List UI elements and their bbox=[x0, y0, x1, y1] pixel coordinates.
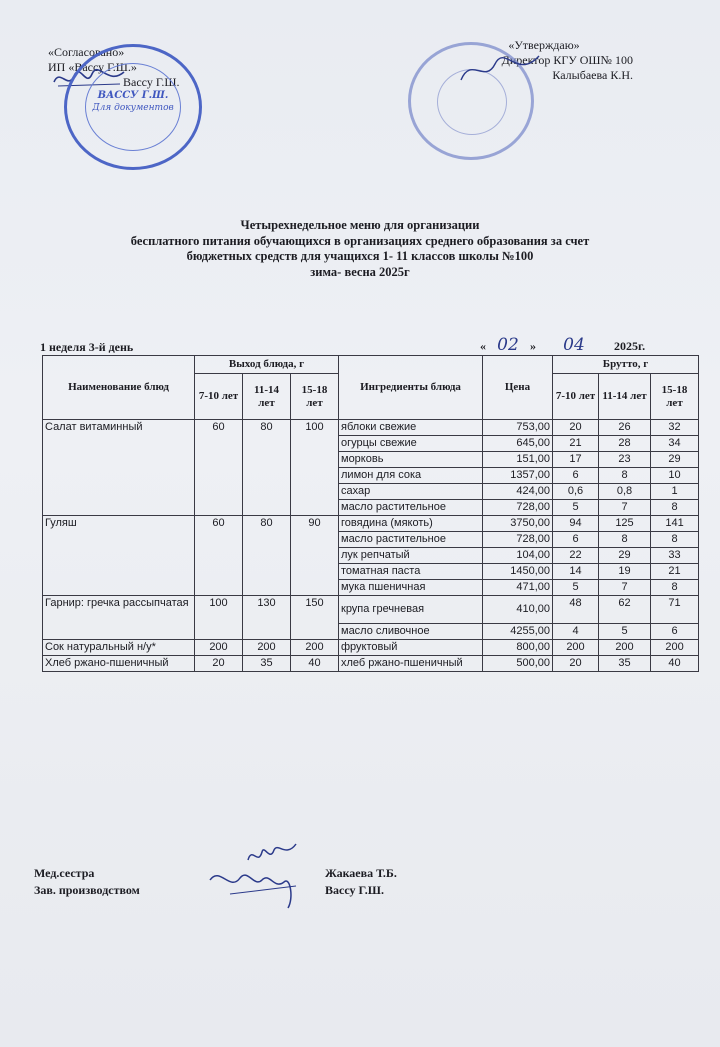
gross-15-18: 10 bbox=[651, 468, 699, 484]
stamp-name: ВАССУ Г.Ш. bbox=[97, 90, 169, 101]
approval-left-org: ИП «Вассу Г.Ш.» bbox=[48, 60, 137, 74]
gross-11-14: 7 bbox=[599, 500, 651, 516]
title-line-2: бесплатного питания обучающихся в организациях среднего образования за счет bbox=[130, 233, 590, 248]
gross-7-10: 4 bbox=[553, 624, 599, 640]
dish-name: Хлеб ржано-пшеничный bbox=[43, 656, 195, 672]
ingredient-price: 500,00 bbox=[483, 656, 553, 672]
ingredient-price: 645,00 bbox=[483, 436, 553, 452]
gross-11-14: 200 bbox=[599, 640, 651, 656]
gross-15-18: 8 bbox=[651, 532, 699, 548]
ingredient-price: 151,00 bbox=[483, 452, 553, 468]
footer-role-production: Зав. производством bbox=[34, 883, 140, 897]
gross-15-18: 40 bbox=[651, 656, 699, 672]
right-signature-icon bbox=[455, 50, 545, 90]
footer-name-nurse: Жакаева Т.Б. bbox=[325, 866, 397, 880]
left-stamp bbox=[64, 44, 202, 170]
ingredient-name: мука пшеничная bbox=[339, 580, 483, 596]
ingredient-name: масло растительное bbox=[339, 532, 483, 548]
gross-7-10: 48 bbox=[553, 596, 599, 624]
yield-11-14: 80 bbox=[243, 516, 291, 596]
date-year: 2025г. bbox=[614, 339, 646, 353]
gross-7-10: 14 bbox=[553, 564, 599, 580]
ingredient-name: говядина (мякоть) bbox=[339, 516, 483, 532]
title-line-4: зима- весна 2025г bbox=[310, 264, 410, 279]
gross-7-10: 20 bbox=[553, 420, 599, 436]
yield-7-10: 60 bbox=[195, 516, 243, 596]
gross-7-10: 22 bbox=[553, 548, 599, 564]
approval-left-title: «Согласовано» bbox=[48, 45, 125, 59]
yield-15-18: 200 bbox=[291, 640, 339, 656]
ingredient-price: 3750,00 bbox=[483, 516, 553, 532]
header-ingredients: Ингредиенты блюда bbox=[339, 356, 483, 420]
gross-11-14: 29 bbox=[599, 548, 651, 564]
ingredient-name: сахар bbox=[339, 484, 483, 500]
gross-11-14: 5 bbox=[599, 624, 651, 640]
yield-7-10: 200 bbox=[195, 640, 243, 656]
gross-7-10: 20 bbox=[553, 656, 599, 672]
ingredient-name: лук репчатый bbox=[339, 548, 483, 564]
approval-right-title: «Утверждаю» bbox=[508, 38, 580, 52]
table-row bbox=[43, 596, 699, 624]
gross-7-10: 94 bbox=[553, 516, 599, 532]
yield-7-10: 100 bbox=[195, 596, 243, 640]
gross-7-10: 5 bbox=[553, 580, 599, 596]
dish-name: Салат витаминный bbox=[43, 420, 195, 516]
header-gross-age-7-10: 7-10 лет bbox=[553, 374, 599, 420]
ingredient-price: 4255,00 bbox=[483, 624, 553, 640]
yield-11-14: 35 bbox=[243, 656, 291, 672]
title-line-3: бюджетных средств для учащихся 1- 11 классов школы №100 bbox=[186, 249, 534, 263]
stamp-sub: Для документов bbox=[92, 103, 174, 113]
gross-7-10: 6 bbox=[553, 532, 599, 548]
ingredient-name: томатная паста bbox=[339, 564, 483, 580]
yield-15-18: 90 bbox=[291, 516, 339, 596]
gross-15-18: 32 bbox=[651, 420, 699, 436]
footer-signatures-icon bbox=[200, 836, 320, 916]
gross-11-14: 62 bbox=[599, 596, 651, 624]
ingredient-price: 1357,00 bbox=[483, 468, 553, 484]
header-dish: Наименование блюд bbox=[43, 356, 195, 420]
gross-7-10: 17 bbox=[553, 452, 599, 468]
gross-15-18: 71 bbox=[651, 596, 699, 624]
gross-11-14: 35 bbox=[599, 656, 651, 672]
yield-15-18: 150 bbox=[291, 596, 339, 640]
ingredient-price: 410,00 bbox=[483, 596, 553, 624]
approval-right-name: Калыбаева К.Н. bbox=[552, 68, 633, 82]
menu-table-body bbox=[43, 420, 699, 672]
dish-name: Гарнир: гречка рассыпчатая bbox=[43, 596, 195, 640]
gross-15-18: 8 bbox=[651, 500, 699, 516]
gross-11-14: 28 bbox=[599, 436, 651, 452]
gross-11-14: 19 bbox=[599, 564, 651, 580]
ingredient-price: 800,00 bbox=[483, 640, 553, 656]
gross-15-18: 21 bbox=[651, 564, 699, 580]
gross-7-10: 5 bbox=[553, 500, 599, 516]
yield-11-14: 200 bbox=[243, 640, 291, 656]
table-row bbox=[43, 656, 699, 672]
footer-name-production: Вассу Г.Ш. bbox=[325, 883, 384, 897]
gross-11-14: 0,8 bbox=[599, 484, 651, 500]
ingredient-price: 471,00 bbox=[483, 580, 553, 596]
gross-15-18: 34 bbox=[651, 436, 699, 452]
gross-11-14: 8 bbox=[599, 532, 651, 548]
yield-7-10: 20 bbox=[195, 656, 243, 672]
ingredient-price: 728,00 bbox=[483, 500, 553, 516]
ingredient-name: яблоки свежие bbox=[339, 420, 483, 436]
ingredient-price: 424,00 bbox=[483, 484, 553, 500]
ingredient-name: лимон для сока bbox=[339, 468, 483, 484]
gross-15-18: 29 bbox=[651, 452, 699, 468]
ingredient-name: огурцы свежие bbox=[339, 436, 483, 452]
gross-15-18: 8 bbox=[651, 580, 699, 596]
gross-15-18: 1 bbox=[651, 484, 699, 500]
gross-11-14: 23 bbox=[599, 452, 651, 468]
approval-left-name: Вассу Г.Ш. bbox=[123, 75, 180, 89]
ingredient-price: 104,00 bbox=[483, 548, 553, 564]
yield-11-14: 130 bbox=[243, 596, 291, 640]
table-row bbox=[43, 420, 699, 436]
gross-7-10: 200 bbox=[553, 640, 599, 656]
header-yield-age-15-18: 15-18 лет bbox=[291, 374, 339, 420]
gross-11-14: 8 bbox=[599, 468, 651, 484]
ingredient-price: 1450,00 bbox=[483, 564, 553, 580]
date-close-quote: » bbox=[530, 339, 536, 353]
header-yield: Выход блюда, г bbox=[195, 356, 339, 374]
gross-7-10: 0,6 bbox=[553, 484, 599, 500]
week-day-label: 1 неделя 3-й день bbox=[40, 340, 134, 354]
header-price: Цена bbox=[483, 356, 553, 420]
yield-7-10: 60 bbox=[195, 420, 243, 516]
gross-15-18: 6 bbox=[651, 624, 699, 640]
date-open-quote: « bbox=[480, 339, 486, 353]
gross-15-18: 200 bbox=[651, 640, 699, 656]
menu-table bbox=[42, 355, 699, 672]
header-gross-age-11-14: 11-14 лет bbox=[599, 374, 651, 420]
dish-name: Гуляш bbox=[43, 516, 195, 596]
table-row bbox=[43, 640, 699, 656]
approval-right-position: Директор КГУ ОШ№ 100 bbox=[501, 53, 633, 67]
header-gross: Брутто, г bbox=[553, 356, 699, 374]
ingredient-name: фруктовый bbox=[339, 640, 483, 656]
yield-15-18: 40 bbox=[291, 656, 339, 672]
ingredient-price: 753,00 bbox=[483, 420, 553, 436]
ingredient-name: хлеб ржано-пшеничный bbox=[339, 656, 483, 672]
table-row bbox=[43, 516, 699, 532]
dish-name: Сок натуральный н/у* bbox=[43, 640, 195, 656]
ingredient-name: масло сливочное bbox=[339, 624, 483, 640]
gross-11-14: 7 bbox=[599, 580, 651, 596]
header-gross-age-15-18: 15-18 лет bbox=[651, 374, 699, 420]
gross-15-18: 33 bbox=[651, 548, 699, 564]
footer-role-nurse: Мед.сестра bbox=[34, 866, 95, 880]
menu-date bbox=[480, 335, 645, 356]
date-day: 02 bbox=[489, 335, 527, 356]
ingredient-name: крупа гречневая bbox=[339, 596, 483, 624]
gross-7-10: 21 bbox=[553, 436, 599, 452]
gross-7-10: 6 bbox=[553, 468, 599, 484]
gross-11-14: 26 bbox=[599, 420, 651, 436]
title-line-1: Четырехнедельное меню для организации bbox=[240, 218, 480, 232]
yield-11-14: 80 bbox=[243, 420, 291, 516]
date-month: 04 bbox=[543, 335, 605, 356]
document-title bbox=[40, 218, 680, 280]
gross-11-14: 125 bbox=[599, 516, 651, 532]
ingredient-name: морковь bbox=[339, 452, 483, 468]
gross-15-18: 141 bbox=[651, 516, 699, 532]
yield-15-18: 100 bbox=[291, 420, 339, 516]
header-yield-age-11-14: 11-14 лет bbox=[243, 374, 291, 420]
ingredient-name: масло растительное bbox=[339, 500, 483, 516]
ingredient-price: 728,00 bbox=[483, 532, 553, 548]
header-yield-age-7-10: 7-10 лет bbox=[195, 374, 243, 420]
